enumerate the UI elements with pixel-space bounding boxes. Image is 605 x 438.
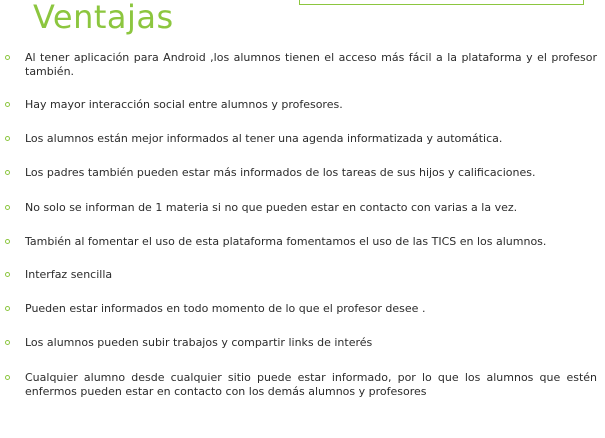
list-item-text: Los alumnos están mejor informados al tener una agenda informatizada y automática. [25,132,503,145]
list-item-text: Los alumnos pueden subir trabajos y compartir links de interés [25,336,373,349]
circle-bullet-icon [5,55,10,60]
slide-title: Ventajas [33,0,174,36]
circle-bullet-icon [5,375,10,380]
circle-bullet-icon [5,170,10,175]
list-item-text: Interfaz sencilla [25,268,113,281]
circle-bullet-icon [5,205,10,210]
circle-bullet-icon [5,340,10,345]
list-item-text: También al fomentar el uso de esta plataforma fomentamos el uso de las TICS en los alumnos. [25,235,547,248]
list-item-text: No solo se informan de 1 materia si no que pueden estar en contacto con varias a la vez. [25,201,518,214]
circle-bullet-icon [5,306,10,311]
circle-bullet-icon [5,239,10,244]
list-item-text: Al tener aplicación para Android ,los alumnos tienen el acceso más fácil a la plataforma y el profesor también. [25,51,597,78]
header-decoration-box [299,0,584,5]
list-item-text: Pueden estar informados en todo momento de lo que el profesor desee . [25,302,426,315]
list-item-text: Hay mayor interacción social entre alumnos y profesores. [25,98,343,111]
list-item-text: Los padres también pueden estar más informados de los tareas de sus hijos y calificaciones. [25,166,536,179]
circle-bullet-icon [5,272,10,277]
circle-bullet-icon [5,136,10,141]
list-item-text: Cualquier alumno desde cualquier sitio puede estar informado, por lo que los alumnos que estén enfermos pueden estar en contacto con los demás alumnos y profesores [25,371,597,398]
circle-bullet-icon [5,102,10,107]
